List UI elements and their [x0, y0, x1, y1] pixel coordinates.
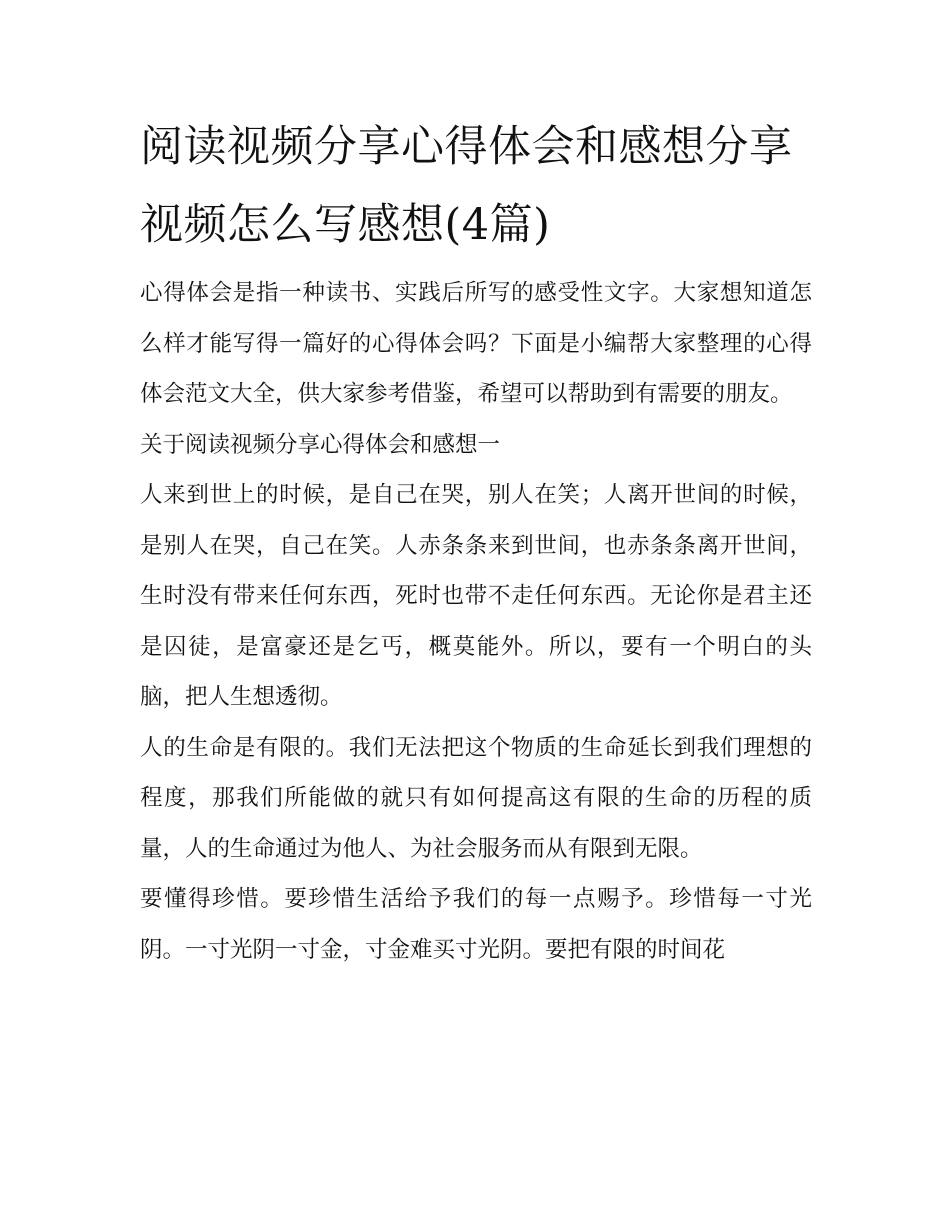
- body-paragraph: 要懂得珍惜。要珍惜生活给予我们的每一点赐予。珍惜每一寸光阴。一寸光阴一寸金，寸金难买寸光阴。要把有限的时间花: [140, 886, 812, 963]
- intro-paragraph: 心得体会是指一种读书、实践后所写的感受性文字。大家想知道怎么样才能写得一篇好的心得体会吗？下面是小编帮大家整理的心得体会范文大全，供大家参考借鉴，希望可以帮助到有需要的朋友。: [140, 280, 812, 407]
- section-heading: 关于阅读视频分享心得体会和感想一: [140, 431, 501, 458]
- document-title: 阅读视频分享心得体会和感想分享视频怎么写感想(4篇): [140, 122, 793, 250]
- body-paragraph: 人的生命是有限的。我们无法把这个物质的生命延长到我们理想的程度，那我们所能做的就只有如何提高这有限的生命的历程的质量，人的生命通过为他人、为社会服务而从有限到无限。: [140, 734, 812, 862]
- body-paragraph: 人来到世上的时候，是自己在哭，别人在笑；人离开世间的时候，是别人在哭，自己在笑。人赤条条来到世间，也赤条条离开世间，生时没有带来任何东西，死时也带不走任何东西。无论你是君主还是囚徒，是富豪还是乞丐，概莫能外。所以，要有一个明白的头脑，把人生想透彻。: [140, 482, 812, 710]
- document-page: [140, 108, 812, 975]
